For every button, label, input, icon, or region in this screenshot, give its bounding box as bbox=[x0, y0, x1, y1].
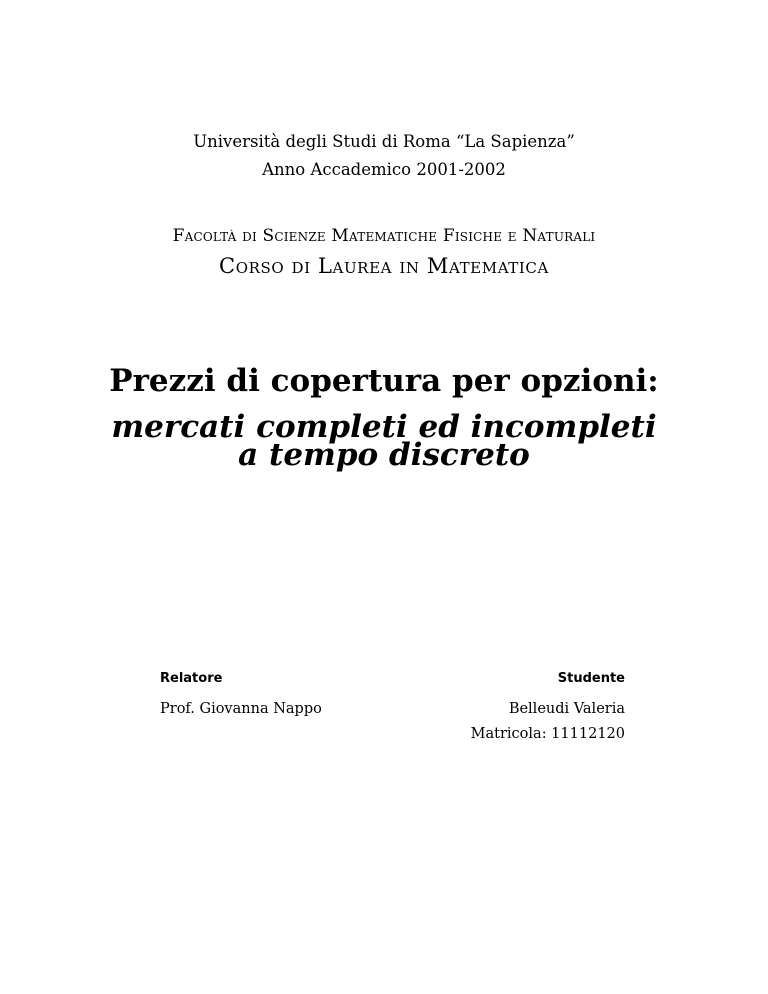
student-name-block bbox=[509, 702, 625, 717]
university-name: Università degli Studi di Roma “La Sapienza” bbox=[193, 132, 575, 151]
student-block bbox=[558, 672, 625, 685]
supervisor-block bbox=[160, 672, 222, 685]
thesis-subtitle-line1: mercati completi ed incompleti bbox=[111, 409, 657, 445]
supervisor-name: Prof. Giovanna Nappo bbox=[160, 701, 322, 717]
student-matricola-block bbox=[471, 727, 625, 742]
supervisor-name-block bbox=[160, 702, 322, 717]
student-name: Belleudi Valeria bbox=[508, 701, 625, 717]
student-label: Studente bbox=[557, 671, 625, 686]
academic-year: Anno Accademico 2001-2002 bbox=[262, 160, 506, 179]
thesis-subtitle-line2: a tempo discreto bbox=[238, 437, 530, 473]
supervisor-label: Relatore bbox=[160, 671, 223, 686]
thesis-title: Prezzi di copertura per opzioni: bbox=[109, 363, 659, 399]
faculty-name: Facoltà di Scienze Matematiche Fisiche e Naturali bbox=[172, 226, 596, 246]
degree-course: Corso di Laurea in Matematica bbox=[219, 254, 549, 278]
student-matricola: Matricola: 11112120 bbox=[470, 726, 625, 742]
